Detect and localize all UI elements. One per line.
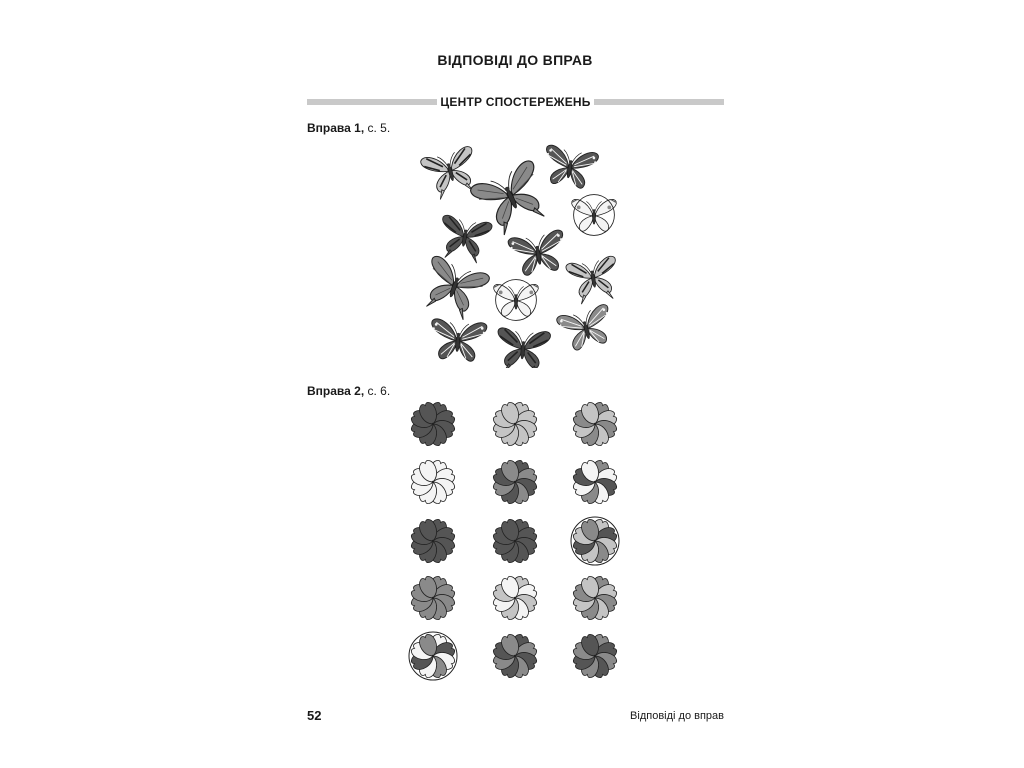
flower xyxy=(572,633,619,680)
flower xyxy=(492,401,539,448)
flower xyxy=(492,459,539,506)
flower xyxy=(409,632,457,680)
exercise-2-title: Вправа 2, xyxy=(307,384,365,398)
flower xyxy=(572,459,619,506)
flower-center xyxy=(594,481,596,483)
butterfly xyxy=(541,144,599,190)
butterfly xyxy=(436,215,492,265)
flower xyxy=(572,401,619,448)
exercise-1-page: с. 5. xyxy=(364,121,391,135)
page-title: ВІДПОВІДІ ДО ВПРАВ xyxy=(437,52,593,68)
flower xyxy=(410,518,457,565)
flower xyxy=(492,633,539,680)
flower-center xyxy=(594,655,596,657)
butterfly xyxy=(495,327,551,368)
flower-center xyxy=(514,481,516,483)
butterfly xyxy=(508,229,569,277)
flower-grid xyxy=(405,398,625,688)
flower xyxy=(492,518,539,565)
butterfly xyxy=(565,256,621,306)
exercise-1-label xyxy=(307,121,390,135)
flower-center xyxy=(432,655,434,657)
section-title: ЦЕНТР СПОСТЕРЕЖЕНЬ xyxy=(440,95,591,109)
butterfly-illustration xyxy=(410,140,625,368)
flower-center xyxy=(594,540,596,542)
flower-center xyxy=(514,597,516,599)
flower xyxy=(492,575,539,622)
butterfly xyxy=(494,280,539,321)
flower-center xyxy=(432,597,434,599)
running-title: Відповіді до вправ xyxy=(630,710,724,722)
butterfly xyxy=(429,318,487,362)
section-header xyxy=(307,95,724,109)
flower-center xyxy=(514,423,516,425)
flower xyxy=(410,459,457,506)
butterfly xyxy=(556,304,616,354)
flower-center xyxy=(594,597,596,599)
flower-center xyxy=(432,481,434,483)
flower-center xyxy=(594,423,596,425)
exercise-1-title: Вправа 1, xyxy=(307,121,365,135)
flower xyxy=(410,575,457,622)
exercise-2-page: с. 6. xyxy=(364,384,391,398)
exercise-2-label xyxy=(307,384,390,398)
flower-center xyxy=(514,655,516,657)
butterfly xyxy=(572,195,617,236)
flower xyxy=(572,575,619,622)
flower xyxy=(410,401,457,448)
flower-center xyxy=(432,540,434,542)
flower-center xyxy=(514,540,516,542)
page-number: 52 xyxy=(307,708,322,723)
butterfly xyxy=(416,255,490,324)
flower-center xyxy=(432,423,434,425)
flower xyxy=(571,517,619,565)
